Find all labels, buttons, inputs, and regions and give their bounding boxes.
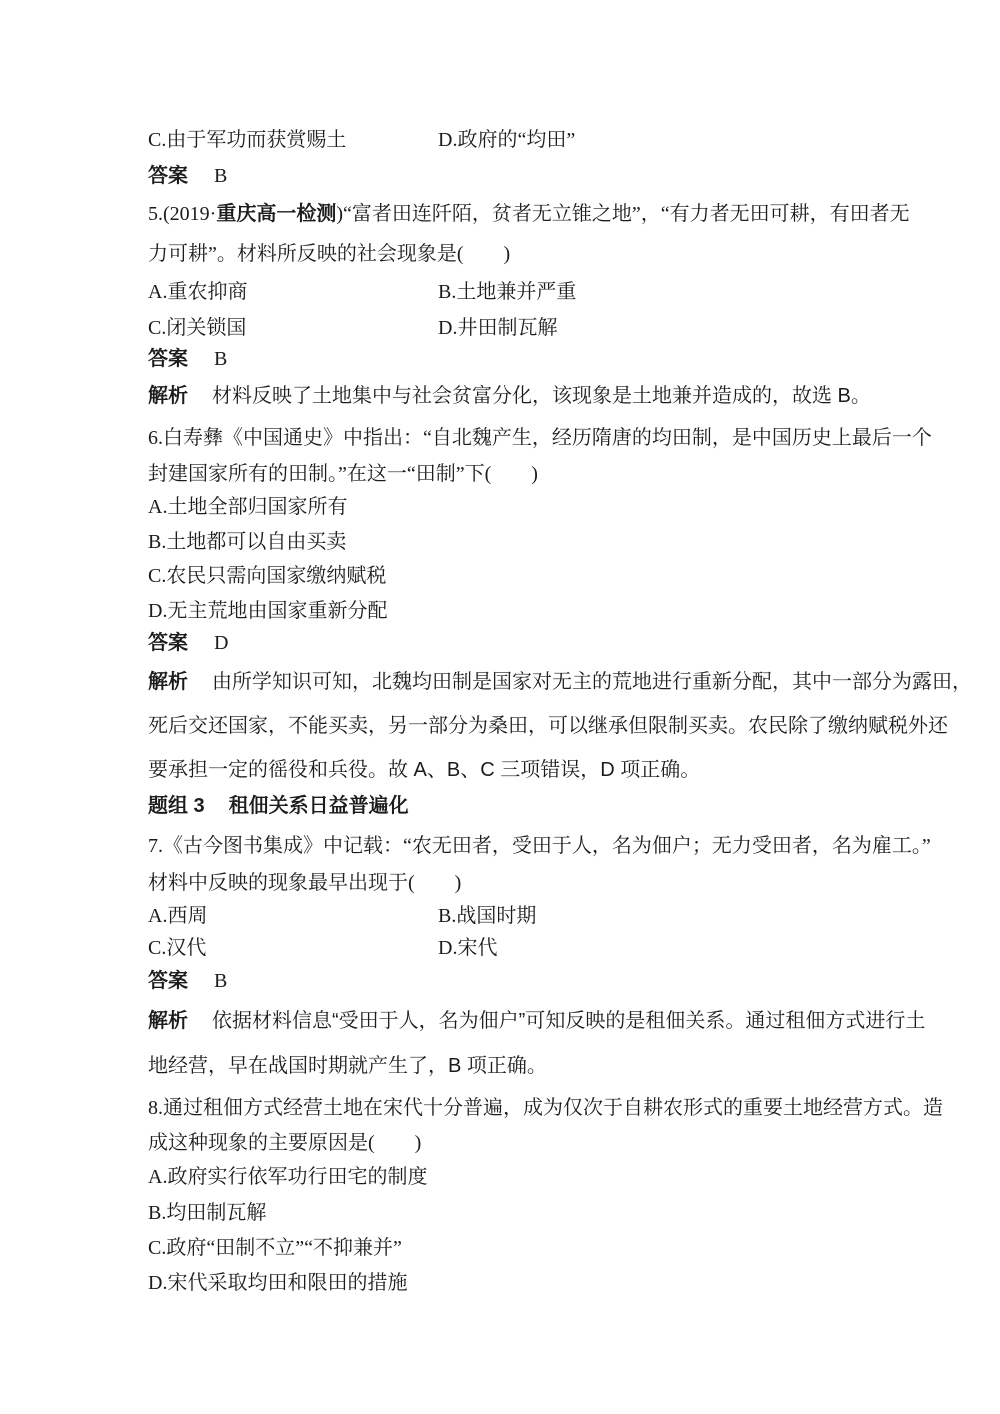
q5-stem-rest: )“富者田连阡陌，贫者无立锥之地”，“有力者无田可耕，有田者无 <box>336 203 910 225</box>
q5-analysis-row <box>148 382 871 410</box>
q7-analysis-label: 解析 <box>148 1010 188 1032</box>
q5-stem-line2: 力可耕”。材料所反映的社会现象是( ) <box>148 243 511 265</box>
q6-answer-value: D <box>214 632 229 654</box>
q7-option-a: A.西周 <box>148 905 208 927</box>
q8-stem-line2: 成这种现象的主要原因是( ) <box>148 1132 422 1154</box>
q6-answer-label: 答案 <box>148 632 188 654</box>
q6-analysis-line3: 要承担一定的徭役和兵役。故 A、B、C 三项错误，D 项正确。 <box>148 759 701 781</box>
q4-option-c: C.由于军功而获赏赐土 <box>148 129 347 151</box>
q6-analysis-label: 解析 <box>148 671 188 693</box>
q5-stem-line1 <box>148 200 910 228</box>
q6-analysis-line1 <box>148 668 972 696</box>
q7-answer-row <box>148 967 854 995</box>
group3-heading <box>148 792 854 820</box>
q7-option-d: D.宋代 <box>438 937 498 959</box>
q8-option-a: A.政府实行依军功行田宅的制度 <box>148 1166 428 1188</box>
q4-option-d: D.政府的“均田” <box>438 129 576 151</box>
q4-answer-value: B <box>214 165 228 187</box>
q7-stem-line2: 材料中反映的现象最早出现于( ) <box>148 872 462 894</box>
q6-stem-line1: 6.白寿彝《中国通史》中指出：“自北魏产生，经历隋唐的均田制，是中国历史上最后一个 <box>148 427 932 449</box>
q7-options-cd-row <box>148 934 854 962</box>
q8-option-b: B.均田制瓦解 <box>148 1202 267 1224</box>
q5-answer-row <box>148 345 854 373</box>
q7-analysis-line1 <box>148 1007 926 1035</box>
q6-answer-row <box>148 629 854 657</box>
q7-option-c: C.汉代 <box>148 937 207 959</box>
q6-analysis-text1: 由所学知识可知，北魏均田制是国家对无主的荒地进行重新分配，其中一部分为露田， <box>212 671 972 693</box>
q7-analysis-line2: 地经营，早在战国时期就产生了，B 项正确。 <box>148 1055 547 1077</box>
q4-answer-row <box>148 162 854 190</box>
q5-stem-prefix: 5.(2019· <box>148 203 217 225</box>
group3-label: 题组 3 <box>148 795 205 817</box>
q5-answer-label: 答案 <box>148 348 188 370</box>
q5-stem-source: 重庆高一检测 <box>216 203 337 225</box>
page-content <box>148 0 972 1414</box>
q5-answer-value: B <box>214 348 228 370</box>
q7-options-ab-row <box>148 902 854 930</box>
q6-stem-line2: 封建国家所有的田制。”在这一“田制”下( ) <box>148 463 538 485</box>
q5-analysis-label: 解析 <box>148 385 188 407</box>
q5-options-ab-row <box>148 278 854 306</box>
q5-options-cd-row <box>148 314 854 342</box>
q6-option-a: A.土地全部归国家所有 <box>148 496 348 518</box>
q6-option-d: D.无主荒地由国家重新分配 <box>148 600 388 622</box>
q7-analysis-text1: 依据材料信息“受田于人，名为佃户”可知反映的是租佃关系。通过租佃方式进行土 <box>212 1010 926 1032</box>
group3-title: 租佃关系日益普遍化 <box>228 795 409 817</box>
q8-option-c: C.政府“田制不立”“不抑兼并” <box>148 1237 402 1259</box>
q8-stem-line1: 8.通过租佃方式经营土地在宋代十分普遍，成为仅次于自耕农形式的重要土地经营方式。造 <box>148 1097 943 1119</box>
q8-option-d: D.宋代采取均田和限田的措施 <box>148 1272 408 1294</box>
q4-options-row <box>148 126 854 154</box>
q7-answer-label: 答案 <box>148 970 188 992</box>
q4-answer-label: 答案 <box>148 165 188 187</box>
q7-answer-value: B <box>214 970 228 992</box>
q5-analysis-text: 材料反映了土地集中与社会贫富分化，该现象是土地兼并造成的，故选 B。 <box>212 385 871 407</box>
q6-analysis-line2: 死后交还国家，不能买卖，另一部分为桑田，可以继承但限制买卖。农民除了缴纳赋税外还 <box>148 715 948 737</box>
q5-option-b: B.土地兼并严重 <box>438 281 577 303</box>
q5-option-d: D.井田制瓦解 <box>438 317 558 339</box>
q6-option-b: B.土地都可以自由买卖 <box>148 531 347 553</box>
q7-option-b: B.战国时期 <box>438 905 537 927</box>
q5-option-c: C.闭关锁国 <box>148 317 247 339</box>
q7-stem-line1: 7.《古今图书集成》中记载：“农无田者，受田于人，名为佃户；无力受田者，名为雇工。” <box>148 835 931 857</box>
q5-option-a: A.重农抑商 <box>148 281 248 303</box>
q6-option-c: C.农民只需向国家缴纳赋税 <box>148 565 387 587</box>
